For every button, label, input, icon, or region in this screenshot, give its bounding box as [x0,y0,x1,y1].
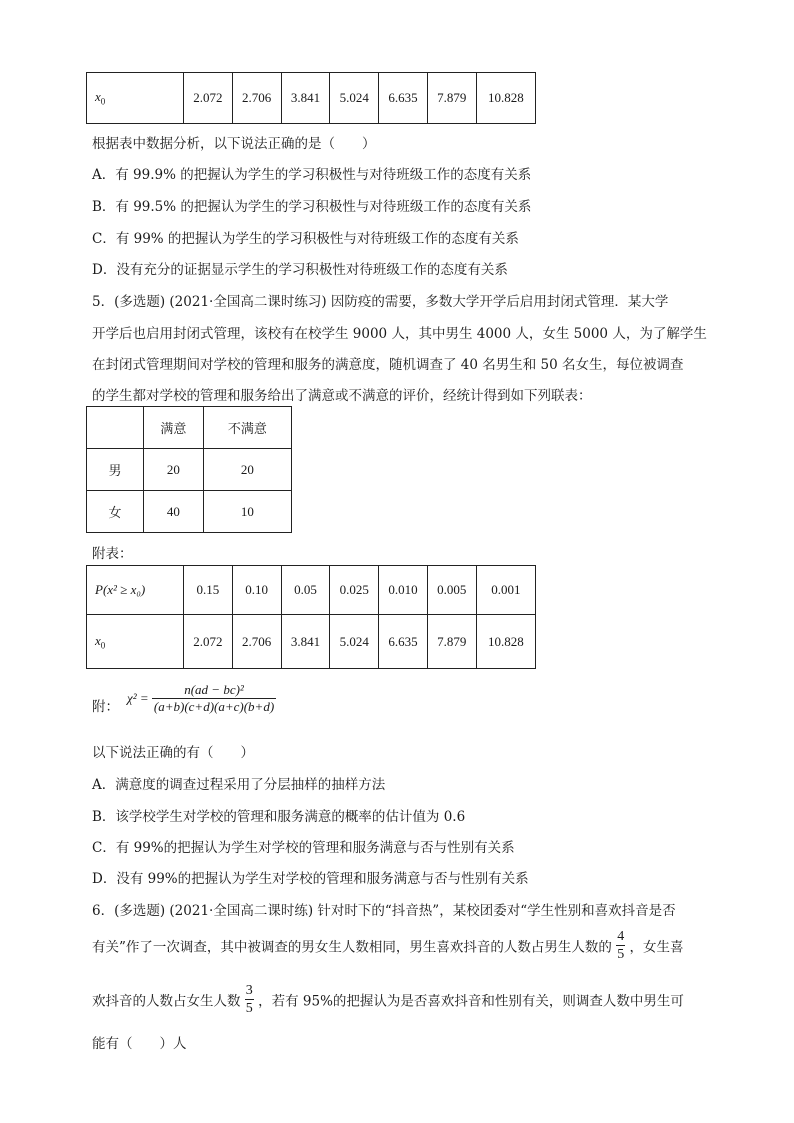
table-row [87,449,292,491]
appendix-table [86,565,536,669]
table-cell: 20 [144,449,204,491]
x0-label: $x_0$ [87,73,184,124]
q5-line-3: 在封闭式管理期间对学校的管理和服务的满意度，随机调查了 40 名男生和 50 名女生，每位被调查 [92,357,684,373]
fraction-denominator: 5 [245,1001,253,1016]
table-cell: 6.635 [379,73,428,124]
q5-stem: 以下说法正确的有（ ） [92,745,254,761]
row-label: 男 [87,449,144,491]
table-cell: 3.841 [281,615,330,669]
table-row [87,73,536,124]
table-cell: 40 [144,491,204,533]
fraction-4-5 [616,928,625,963]
q6-line-2 [92,928,684,963]
formula-denominator: (a+b)(c+d)(a+c)(b+d) [153,699,275,714]
table-cell: 2.706 [232,73,281,124]
table-header: 满意 [144,407,204,449]
formula-fraction [152,682,276,715]
q4-option-c: C．有 99% 的把握认为学生的学习积极性与对待班级工作的态度有关系 [92,231,519,247]
q5-option-a: A．满意度的调查过程采用了分层抽样的抽样方法 [92,777,386,793]
q5-line-1: 5．(多选题) (2021·全国高二课时练习) 因防疫的需要，多数大学开学后启用封闭式管理．某大学 [92,294,669,310]
q5-option-d: D．没有 99%的把握认为学生对学校的管理和服务满意与否与性别有关系 [92,871,529,887]
q4-option-d: D．没有充分的证据显示学生的学习积极性对待班级工作的态度有关系 [92,262,508,278]
q6-line-2-tail: ，女生喜 [629,939,684,956]
table-cell: 20 [203,449,291,491]
table-cell: 7.879 [427,615,476,669]
q4-option-b: B．有 99.5% 的把握认为学生的学习积极性与对待班级工作的态度有关系 [92,199,532,215]
critical-value-table-top [86,72,536,124]
fraction-denominator: 5 [617,947,625,962]
row-label: 女 [87,491,144,533]
table-row [87,566,536,615]
q6-line-2-text: 有关”作了一次调查，其中被调查的男女生人数相同，男生喜欢抖音的人数占男生人数的 [92,939,612,956]
formula-numerator: n(ad − bc)² [152,682,276,699]
q5-option-b: B．该学校学生对学校的管理和服务满意的概率的估计值为 0.6 [92,809,466,825]
appendix-label: 附表： [92,546,133,562]
table-cell: 0.025 [330,566,379,615]
table-cell: 6.635 [379,615,428,669]
table-cell: 10.828 [476,615,535,669]
table-cell [87,407,144,449]
table-row [87,407,292,449]
table-cell: 3.841 [281,73,330,124]
q5-line-4: 的学生都对学校的管理和服务给出了满意或不满意的评价，经统计得到如下列联表： [92,388,592,404]
q6-line-1: 6．(多选题) (2021·全国高二课时练) 针对时下的“抖音热”，某校团委对“学生性别和喜欢抖音是否 [92,903,676,919]
table-cell: 0.15 [184,566,233,615]
contingency-table [86,406,292,533]
table-cell: 0.001 [476,566,535,615]
q5-option-c: C．有 99%的把握认为学生对学校的管理和服务满意与否与性别有关系 [92,840,515,856]
table-cell: 0.05 [281,566,330,615]
table-header: 不满意 [203,407,291,449]
q6-line-3 [92,982,684,1017]
chi-square-formula [127,682,276,715]
table-row [87,491,292,533]
table-row [87,615,536,669]
table-cell: 5.024 [330,615,379,669]
x0-label: $x_0$ [87,615,184,669]
table-cell: 10.828 [476,73,535,124]
q5-line-2: 开学后也启用封闭式管理，该校有在校学生 9000 人，其中男生 4000 人，女生 5000 人，为了解学生 [92,326,707,342]
fraction-numerator: 4 [617,929,625,944]
p-label: P(x² ≥ x₀) [87,566,184,615]
table-cell: 2.706 [232,615,281,669]
table-cell: 0.10 [232,566,281,615]
formula-lhs: χ² = [127,690,149,706]
table-cell: 0.005 [427,566,476,615]
q6-line-3-tail: ，若有 95%的把握认为是否喜欢抖音和性别有关，则调查人数中男生可 [258,993,684,1010]
table-cell: 0.010 [379,566,428,615]
table-cell: 2.072 [184,73,233,124]
q4-option-a: A．有 99.9% 的把握认为学生的学习积极性与对待班级工作的态度有关系 [92,167,532,183]
table-cell: 10 [203,491,291,533]
table-cell: 7.879 [427,73,476,124]
fraction-3-5 [245,982,254,1017]
q4-stem: 根据表中数据分析，以下说法正确的是（ ） [92,136,376,152]
formula-prefix: 附： [92,699,119,715]
table-cell: 2.072 [184,615,233,669]
fraction-numerator: 3 [245,983,253,998]
table-cell: 5.024 [330,73,379,124]
q6-line-3-text: 欢抖音的人数占女生人数 [92,993,241,1010]
q6-line-4: 能有（ ）人 [92,1036,187,1052]
